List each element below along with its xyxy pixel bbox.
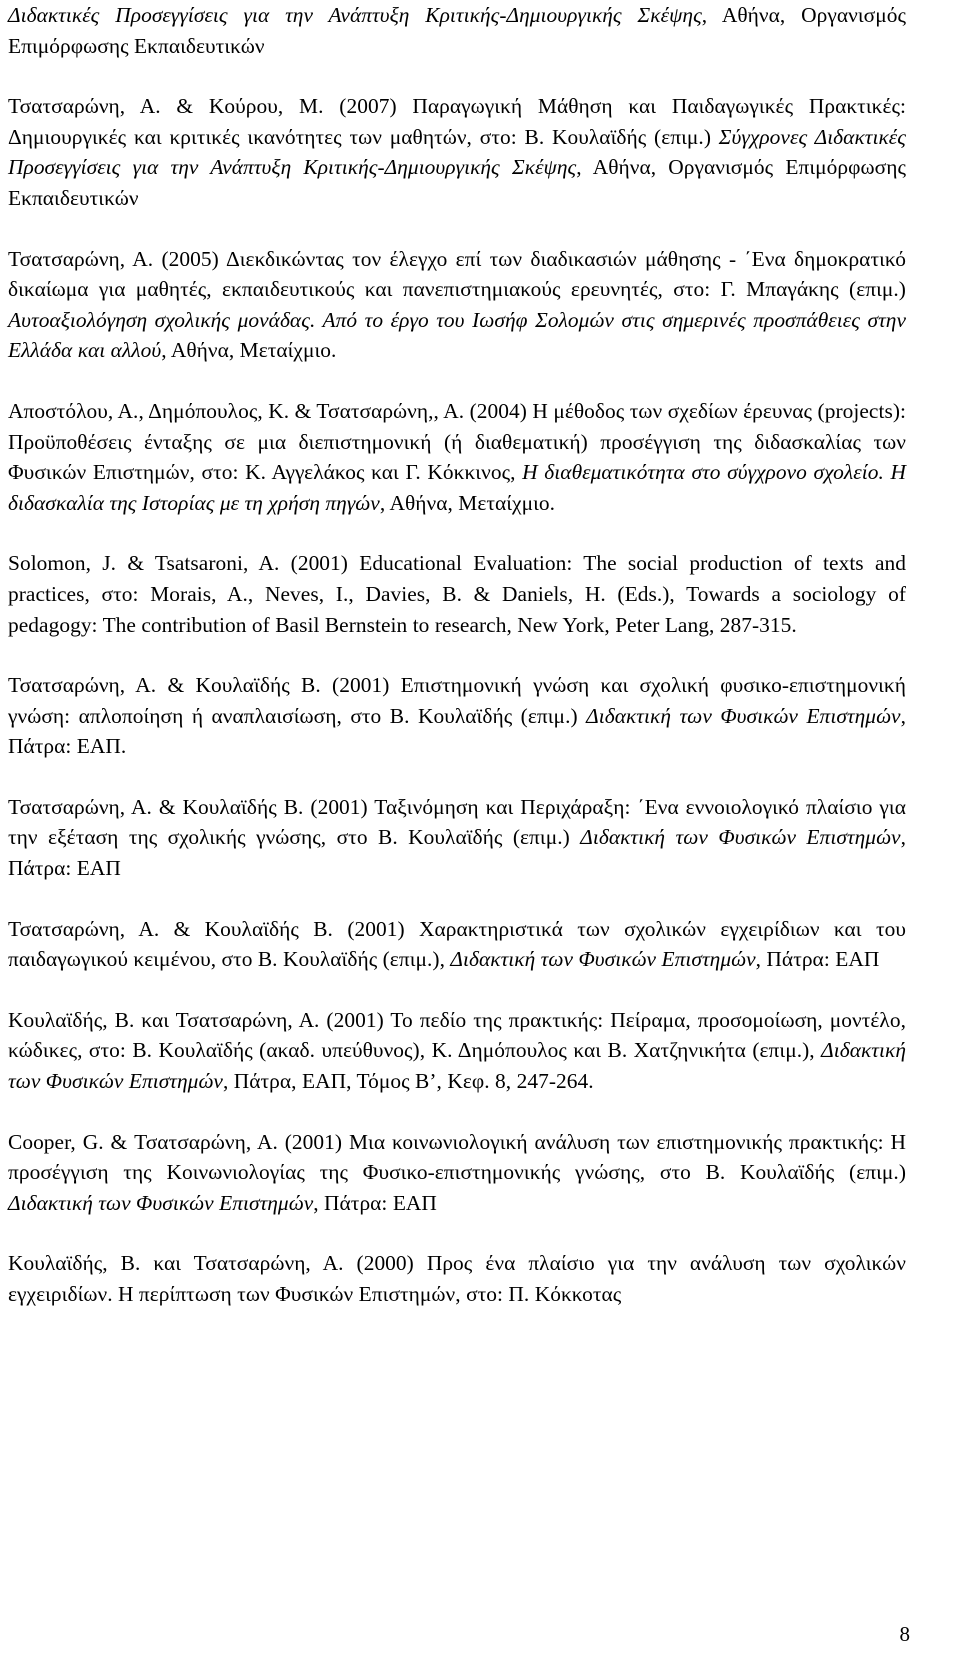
ref-7-part-1: Τσατσαρώνη, Α. & Κουλαϊδής Β. (2001) Ταξινόμηση και Περιχάραξη: ΄Ενα εννοιολογικό πλαίσιο για την εξέταση της σχολικής γνώσης, στο Β. Κουλαϊδής (επιμ.) (8, 794, 906, 850)
ref-10-part-2: Διδακτική των Φυσικών Επιστημών (8, 1190, 314, 1215)
ref-8-part-1: Τσατσαρώνη, Α. & Κουλαϊδής Β. (2001) Χαρακτηριστικά των σχολικών εγχειρίδιων και του παιδαγωγικού κειμένου, στο Β. Κουλαϊδής (επιμ.), (8, 916, 906, 972)
reference-entry-9 (8, 1005, 906, 1097)
reference-entry-10 (8, 1127, 906, 1219)
ref-2-part-1: Τσατσαρώνη, Α. & Κούρου, Μ. (2007) Παραγωγική Μάθηση και Παιδαγωγικές Πρακτικές: Δημιουργικές και κριτικές ικανότητες των μαθητών, στο: Β. Κουλαϊδής (επιμ.) (8, 94, 906, 149)
ref-3-part-2: Αυτοαξιολόγηση σχολικής μονάδας. Από το έργο του Ιωσήφ Σολομών στις σημερινές προσπάθειες στην Ελλάδα και αλλού (8, 307, 906, 363)
ref-7-part-3: , Πάτρα: ΕΑΠ (8, 825, 906, 881)
reference-entry-7 (8, 792, 906, 884)
ref-6-part-2: Διδακτική των Φυσικών Επιστημών (586, 703, 901, 728)
ref-7-part-2: Διδακτική των Φυσικών Επιστημών (580, 825, 901, 850)
reference-entry-2 (8, 91, 906, 213)
ref-9-part-1: Κουλαϊδής, Β. και Τσατσαρώνη, Α. (2001) Το πεδίο της πρακτικής: Πείραμα, προσομοίωση, μοντέλο, κώδικες, στο: Β. Κουλαϊδής (ακαδ. υπεύθυνος), Κ. Δημόπουλος και Β. Χατζηνικήτα (επιμ.), (8, 1007, 906, 1063)
reference-list (8, 0, 906, 1340)
ref-3-part-1: Τσατσαρώνη, Α. (2005) Διεκδικώντας τον έλεγχο επί των διαδικασιών μάθησης - ΄Ενα δημοκρατικό δικαίωμα για μαθητές, εκπαιδευτικούς και πανεπιστημιακούς ερευνητές, στο: Γ. Μπαγάκης (επιμ.) (8, 246, 906, 302)
reference-entry-3 (8, 244, 906, 366)
ref-5-part-1: Solomon, J. & Tsatsaroni, A. (2001) Educational Evaluation: The social production of texts and practices, στο: Morais, A., Neves, I., Davies, B. & Daniels, H. (Eds.), Towards a sociology of pedagogy: The contribution of Basil Bernstein to research, New York, Peter Lang, 287-315. (8, 551, 906, 637)
ref-11-part-1: Κουλαϊδής, Β. και Τσατσαρώνη, Α. (2000) Προς ένα πλαίσιο για την ανάλυση των σχολικών εγχειριδίων. Η περίπτωση των Φυσικών Επιστημών, στο: Π. Κόκκοτας (8, 1251, 906, 1306)
ref-8-part-2: Διδακτική των Φυσικών Επιστημών (450, 947, 756, 972)
ref-8-part-3: , Πάτρα: ΕΑΠ (755, 947, 880, 972)
ref-1-part-2: , Αθήνα, Οργανισμός Επιμόρφωσης Εκπαιδευτικών (8, 3, 906, 58)
ref-1-part-1: Διδακτικές Προσεγγίσεις για την Ανάπτυξη Κριτικής-Δημιουργικής Σκέψης (8, 3, 702, 27)
ref-10-part-1: Cooper, G. & Τσατσαρώνη, Α. (2001) Μια κοινωνιολογική ανάλυση των επιστημονικής πρακτικής: Η προσέγγιση της Κοινωνιολογίας της Φυσικο-επιστημονικής γνώσης, στο Β. Κουλαϊδής (επιμ.) (8, 1129, 906, 1185)
ref-4-part-1: Αποστόλου, Α., Δημόπουλος, Κ. & Τσατσαρώνη,, Α. (2004) Η μέθοδος των σχεδίων έρευνας (projects): Προϋποθέσεις ένταξης σε μια διεπιστημονική (ή διαθεματική) προσέγγιση της διδασκαλίας των Φυσικών Επιστημών, στο: Κ. Αγγελάκος και Γ. Κόκκινος, (8, 398, 906, 485)
reference-entry-5 (8, 548, 906, 640)
ref-2-part-3: , Αθήνα, Οργανισμός Επιμόρφωσης Εκπαιδευτικών (8, 155, 906, 210)
reference-entry-1 (8, 0, 906, 61)
ref-6-part-1: Τσατσαρώνη, Α. & Κουλαϊδής Β. (2001) Επιστημονική γνώση και σχολική φυσικο-επιστημονική γνώση: απλοποίηση ή αναπλαισίωση, στο Β. Κουλαϊδής (επιμ.) (8, 673, 906, 728)
reference-entry-11 (8, 1248, 906, 1309)
ref-4-part-2: Η διαθεματικότητα στο σύγχρονο σχολείο. Η διδασκαλία της Ιστορίας με τη χρήση πηγών (8, 460, 906, 515)
reference-entry-4 (8, 396, 906, 518)
ref-10-part-3: , Πάτρα: ΕΑΠ (313, 1190, 437, 1215)
ref-2-part-2: Σύγχρονες Διδακτικές Προσεγγίσεις για την Ανάπτυξη Κριτικής-Δημιουργικής Σκέψης (8, 124, 906, 180)
reference-entry-6 (8, 670, 906, 762)
ref-9-part-2: Διδακτική των Φυσικών Επιστημών (8, 1038, 906, 1094)
ref-6-part-3: , Πάτρα: ΕΑΠ. (8, 703, 906, 759)
ref-4-part-3: , Αθήνα, Μεταίχμιο. (379, 490, 556, 515)
page-number: 8 (899, 1622, 910, 1646)
reference-entry-8 (8, 914, 906, 975)
ref-9-part-3: , Πάτρα, ΕΑΠ, Τόμος Β’, Κεφ. 8, 247-264. (222, 1069, 594, 1094)
ref-3-part-3: , Αθήνα, Μεταίχμιο. (161, 338, 337, 363)
